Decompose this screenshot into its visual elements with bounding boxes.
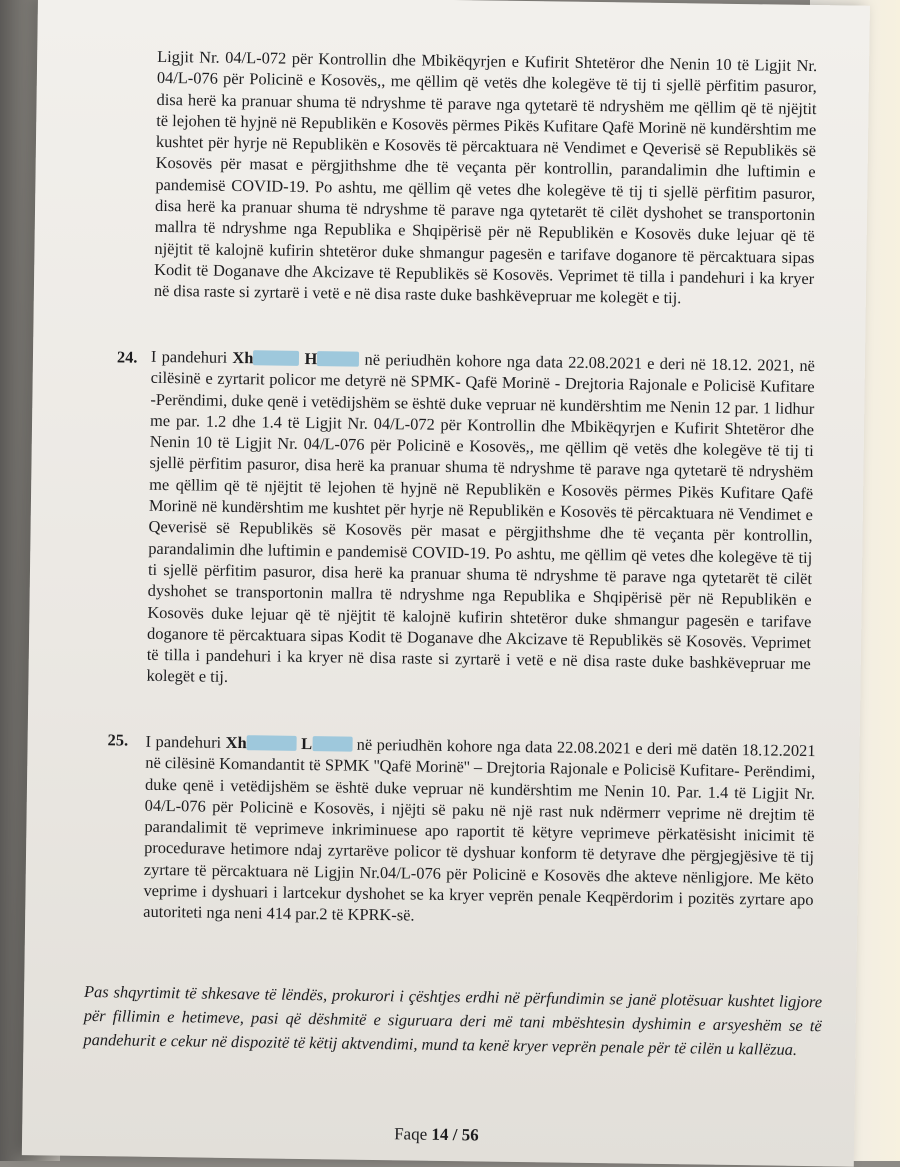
item-25-defendant-name: Xh L [226, 733, 353, 754]
item-24-lead: I pandehuri [150, 346, 228, 367]
page-label: Faqe [394, 1124, 428, 1144]
item-25-number: 25. [107, 730, 129, 750]
item-25-paragraph [143, 731, 816, 932]
page-footer [394, 1124, 479, 1145]
item-24-number: 24. [116, 347, 138, 367]
item-24-paragraph [146, 346, 815, 696]
page-separator: / [452, 1125, 458, 1145]
item-25-text: në periudhën kohore nga data 22.08.2021 e deri më datën 18.12.2021 në cilësinë Komandantit të SPMK ''Qafë Morinë'' – Drejtoria Rajonale e Policisë Kufitare- Perëndimi, duke qenë i vetëdijshëm se është duke vepruar në kundërshtim me Nenin 10. Par. 1.4 të Ligjit Nr. 04/L-076 për Policinë e Kosovës, i njëjti së paku në një rast nuk ndërmerr veprime në drejtim të parandalimit të veprimeve inkriminuese apo raportit të këtyre veprimeve përkatësisht inicimit të procedurave hetimore ndaj zyrtarëve policor të dyshuar konform të detyrave dhe përgjegjësive të tij zyrtare të përcaktuara në Ligjin Nr.04/L-076 për Policinë e Kosovës dhe akteve nënligjore. Me këto veprime i dyshuari i lartcekur dyshohet se ka kryer veprën penale Keqpërdorim i pozitës zyrtare apo autoriteti nga neni 414 par.2 të KPRK-së. [143, 734, 816, 925]
item-24-text: në periudhën kohore nga data 22.08.2021 e deri në 18.12. 2021, në cilësinë e zyrtarit policor me detyrë në SPMK- Qafë Morinë - Drejtoria Rajonale e Policisë Kufitare -Perëndimi, duke qenë i vetëdijshëm se është duke vepruar në kundërshtim me Nenin 12 par. 1 lidhur me par. 1.2 dhe 1.4 të Ligjit Nr. 04/L-072 për Kontrollin dhe Mbikëqyrjen e Kufirit Shtetëror dhe Nenin 10 të Ligjit Nr. 04/L-076 për Policinë e Kosovës,, me qëllim që vetës dhe kolegëve të tij ti sjellë përfitim pasuror, disa herë ka pranuar shuma të ndryshme të parave nga qytetarë të ndryshëm me qëllim që të njëjtit të lejohen të hyjnë në Republikën e Kosovës përmes Pikës Kufitare Qafë Morinë në kundërshtim me kushtet për hyrje në Republikën e Kosovës të përcaktuara në Vendimet e Qeverisë së Republikës së Kosovës për masat e përgjithshme dhe të veçanta për kontrollin, parandalimin dhe luftimin e pandemisë COVID-19. Po ashtu, me qëllim që vetes dhe kolegëve të tij ti sjellë përfitim pasuror, disa herë ka pranuar shuma të ndryshme të parave nga qytetarët të cilët dyshohet se transportonin mallra të ndryshme nga Republika e Shqipërisë për në Republikën e Kosovës duke lejuar që të njëjtit të kalojnë kufirin shtetëror duke shmangur pagesën e tarifave doganore të përcaktuara sipas Kodit të Doganave dhe Akcizave të Republikës së Kosovës. Veprimet të tilla i pandehuri i ka kryer në disa raste si zyrtarë i vetë e në disa raste duke bashkëvepruar me kolegët e tij. [146, 349, 816, 687]
item-24-body [146, 346, 815, 696]
page-number: 14 [431, 1124, 449, 1145]
redaction-mark [247, 735, 297, 751]
document-page [22, 0, 870, 1167]
item-25-body [143, 731, 816, 932]
conclusion-paragraph [83, 980, 822, 1062]
redaction-mark [253, 350, 299, 366]
redaction-mark [317, 351, 359, 367]
continued-text: Ligjit Nr. 04/L-072 për Kontrollin dhe Mbikëqyrjen e Kufirit Shtetëror dhe Nenin 10 të Ligjit Nr. 04/L-076 për Policinë e Kosovës,, me qëllim që vetës dhe kolegëve të tij ti sjellë përfitim pasuror, disa herë ka pranuar shuma të ndryshme të parave nga qytetarë të ndryshëm me qëllim që të njëjtit të lejohen të hyjnë në Republikën e Kosovës përmes Pikës Kufitare Qafë Morinë në kundërshtim me kushtet për hyrje në Republikën e Kosovës të përcaktuara në Vendimet e Qeverisë së Republikës së Kosovës për masat e përgjithshme dhe të veçanta për kontrollin, parandalimin dhe luftimin e pandemisë COVID-19. Po ashtu, me qëllim që vetes dhe kolegëve të tij ti sjellë përfitim pasuror, disa herë ka pranuar shuma të ndryshme të parave nga qytetarët të cilët dyshohet se transportonin mallra të ndryshme nga Republika e Shqipërisë për në Republikën e Kosovës duke lejuar që të njëjtit të kalojnë kufirin shtetëror duke shmangur pagesën e tarifave doganore të përcaktuara sipas Kodit të Doganave dhe Akcizave të Republikës së Kosovës. Veprimet të tilla i pandehuri i ka kryer në disa raste si zyrtarë i vetë e në disa raste duke bashkëvepruar me kolegët e tij. [153, 46, 818, 308]
page-total: 56 [461, 1125, 479, 1145]
continued-paragraph [154, 46, 818, 311]
item-24-defendant-name: Xh H [232, 348, 359, 369]
item-25-lead: I pandehuri [145, 731, 222, 752]
conclusion-text: Pas shqyrtimit të shkesave të lëndës, prokurori i çështjes erdhi në përfundimin se janë plotësuar kushtet ligjore për fillimin e hetimeve, pasi që dëshmitë e siguruara deri më tani mbështesin dyshimin e arsyeshëm se të pandehurit e cekur në dispozitë të këtij aktvendimi, mund ta kenë kryer veprën penale për të cilën u kallëzua. [83, 981, 823, 1059]
redaction-mark [312, 736, 352, 752]
